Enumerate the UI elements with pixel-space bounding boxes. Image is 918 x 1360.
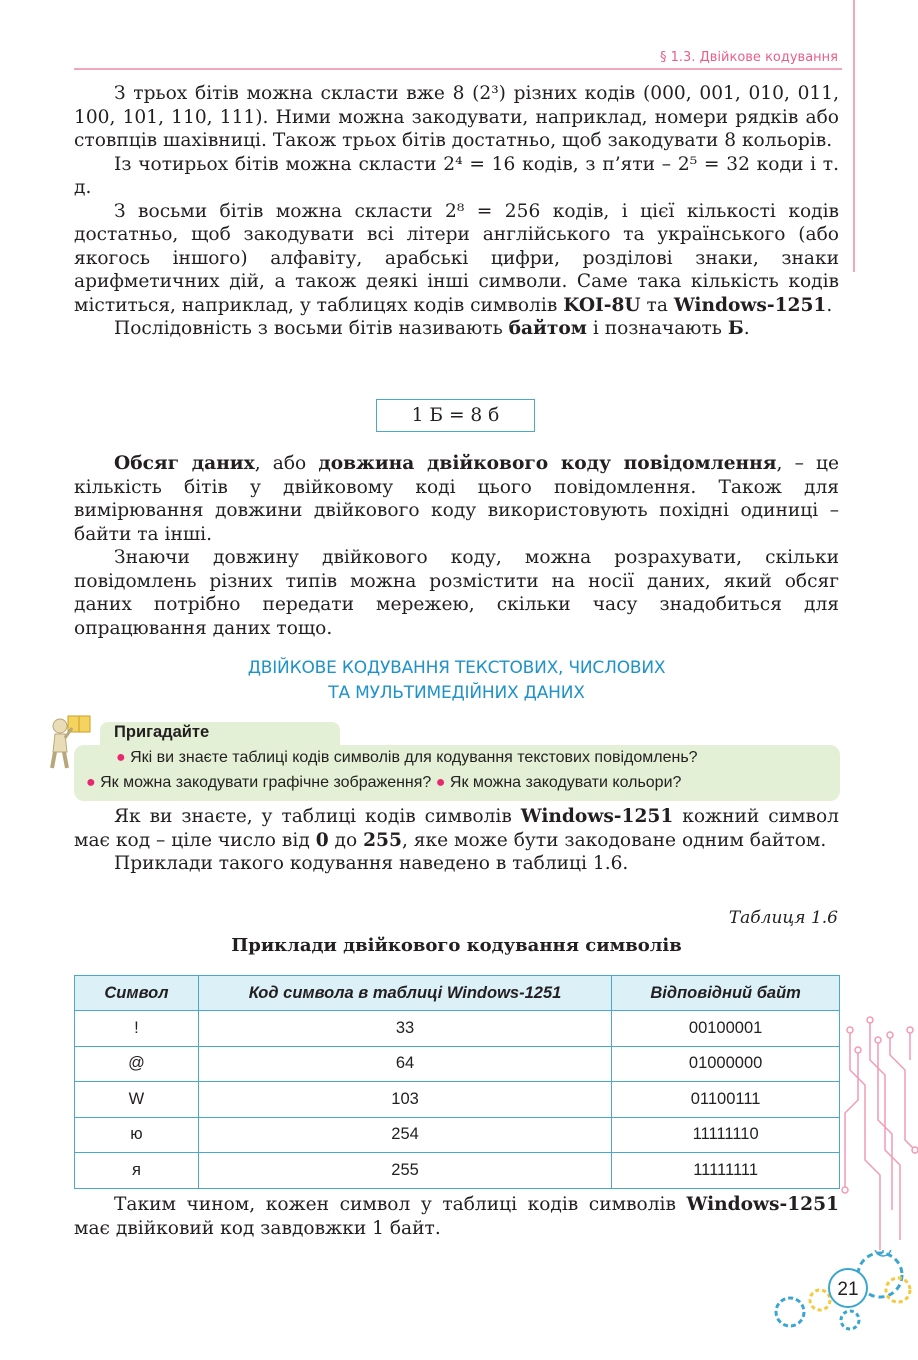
- bullet-icon: ●: [435, 774, 446, 791]
- table-row: [75, 1082, 840, 1118]
- p3-mid: та: [640, 294, 674, 316]
- p3-windows: Windows-1251: [673, 294, 827, 316]
- p5-a: , або: [254, 453, 319, 474]
- page-number: 21: [828, 1268, 868, 1308]
- section-heading-line-2: ТА МУЛЬТИМЕДІЙНИХ ДАНИХ: [328, 683, 585, 703]
- bullet-icon: ●: [86, 774, 96, 791]
- p5-term-2: довжина двійкового коду повідомлення: [318, 453, 777, 474]
- table-caption: Таблиця 1.6: [728, 908, 838, 928]
- p4-bayt: байтом: [508, 318, 587, 339]
- header-rule: [74, 68, 842, 70]
- recall-title: Пригадайте: [114, 723, 210, 741]
- paragraph-8: Приклади такого кодування наведено в таблиці 1.6.: [114, 853, 629, 874]
- table-row: [75, 1117, 840, 1153]
- paragraph-6: Знаючи довжину двійкового коду, можна розрахувати, скільки повідомлень різних типів можна розмістити на носії даних, який обсяг даних потрібно передати мережею, скільки часу знадобиться для опрацювання даних тощо.: [74, 547, 839, 639]
- recall-box: [74, 722, 840, 801]
- paragraph-7: [74, 805, 839, 852]
- running-head: § 1.3. Двійкове кодування: [660, 50, 838, 65]
- paragraph-9: [74, 1193, 839, 1240]
- header-byte: Відповідний байт: [612, 976, 840, 1011]
- paragraph-3: [74, 200, 839, 318]
- p7-c: кожний символ має код – ціле число від: [74, 806, 839, 851]
- cell-symbol: ю: [75, 1117, 199, 1153]
- p7-windows: Windows-1251: [520, 806, 674, 827]
- p4-c: і позначають: [586, 318, 728, 339]
- p3-end: .: [826, 294, 833, 316]
- text-block-lower: [74, 805, 839, 876]
- recall-question-2: [86, 774, 681, 792]
- section-heading-line-1: ДВІЙКОВЕ КОДУВАННЯ ТЕКСТОВИХ, ЧИСЛОВИХ: [247, 658, 666, 678]
- cell-code: 64: [198, 1046, 611, 1082]
- p9-windows: Windows-1251: [686, 1194, 839, 1215]
- cell-symbol: !: [75, 1011, 199, 1047]
- table-row: [75, 1153, 840, 1189]
- p9-a: Таким чином, кожен символ у таблиці кодів символів: [114, 1194, 687, 1215]
- p7-a: Як ви знаєте, у таблиці кодів символів: [114, 806, 521, 827]
- p7-e: до: [328, 829, 364, 851]
- cell-code: 255: [198, 1153, 611, 1189]
- paragraph-2: Із чотирьох бітів можна скласти 2⁴ = 16 кодів, з п’яти – 2⁵ = 32 коди і т. д.: [74, 153, 839, 198]
- cell-byte: 00100001: [612, 1011, 840, 1047]
- formula-box: 1 Б = 8 б: [376, 399, 535, 432]
- p5-rest: , – це кількість бітів у двійковому коді цього повідомлення. Також для вимірювання довжини двійкового коду використовують похідні одиниці – байти та інші.: [74, 453, 839, 545]
- thinking-figure-icon: [46, 714, 94, 770]
- p4-b-letter: Б: [727, 318, 744, 339]
- section-heading: [74, 656, 839, 706]
- cell-code: 103: [198, 1082, 611, 1118]
- p9-c: має двійковий код завдовжки 1 байт.: [74, 1217, 441, 1239]
- cell-code: 33: [198, 1011, 611, 1047]
- p7-255: 255: [363, 829, 402, 851]
- bullet-icon: ●: [116, 749, 126, 766]
- table-header-row: [75, 976, 840, 1011]
- p3-text: З восьми бітів можна скласти 2⁸ = 256 кодів, і цієї кількості кодів достатньо, щоб закодувати всі літери англійського та українського (або якогось іншого) алфавіту, арабські цифри, розділові знаки, знаки арифметичних дій, а також деякі інші символи. Саме така кількість кодів міститься, наприклад, у таблицях кодів символів: [74, 200, 839, 316]
- recall-q3-text: Як можна закодувати кольори?: [449, 774, 682, 791]
- text-block-top: [74, 82, 839, 341]
- encoding-table: [74, 975, 840, 1189]
- cell-symbol: я: [75, 1153, 199, 1189]
- p4-a: Послідовність з восьми бітів називають: [114, 318, 509, 339]
- margin-rule: [853, 0, 855, 272]
- header-code: Код символа в таблиці Windows-1251: [198, 976, 611, 1011]
- header-symbol: Символ: [75, 976, 199, 1011]
- text-block-bottom: [74, 1193, 839, 1240]
- cell-byte: 11111110: [612, 1117, 840, 1153]
- text-block-middle: [74, 452, 839, 640]
- cell-byte: 01100111: [612, 1082, 840, 1118]
- cell-byte: 11111111: [612, 1153, 840, 1189]
- paragraph-1: З трьох бітів можна скласти вже 8 (2³) різних кодів (000, 001, 010, 011, 100, 101, 110, 111). Ними можна закодувати, наприклад, номери рядків або стовпців шахівниці. Також трьох бітів достатньо, щоб закодувати 8 кольорів.: [74, 83, 839, 151]
- p7-g: , яке може бути закодоване одним байтом.: [401, 829, 827, 851]
- table-title: Приклади двійкового кодування символів: [231, 935, 682, 956]
- paragraph-4: [74, 317, 839, 341]
- cell-symbol: @: [75, 1046, 199, 1082]
- table-row: [75, 1011, 840, 1047]
- recall-q1-text: Які ви знаєте таблиці кодів символів для кодування текстових повідомлень?: [130, 749, 698, 766]
- p7-zero: 0: [315, 829, 329, 851]
- paragraph-5: [74, 452, 839, 546]
- p3-koi8u: KOI-8U: [563, 294, 641, 316]
- p5-term-1: Обсяг даних: [114, 453, 255, 474]
- p4-e: .: [743, 318, 750, 339]
- cell-byte: 01000000: [612, 1046, 840, 1082]
- cell-code: 254: [198, 1117, 611, 1153]
- recall-question-1: [116, 749, 698, 767]
- recall-q2-text: Як можна закодувати графічне зображення?: [100, 774, 432, 791]
- cell-symbol: W: [75, 1082, 199, 1118]
- circuit-decoration-icon: [840, 1010, 918, 1260]
- table-row: [75, 1046, 840, 1082]
